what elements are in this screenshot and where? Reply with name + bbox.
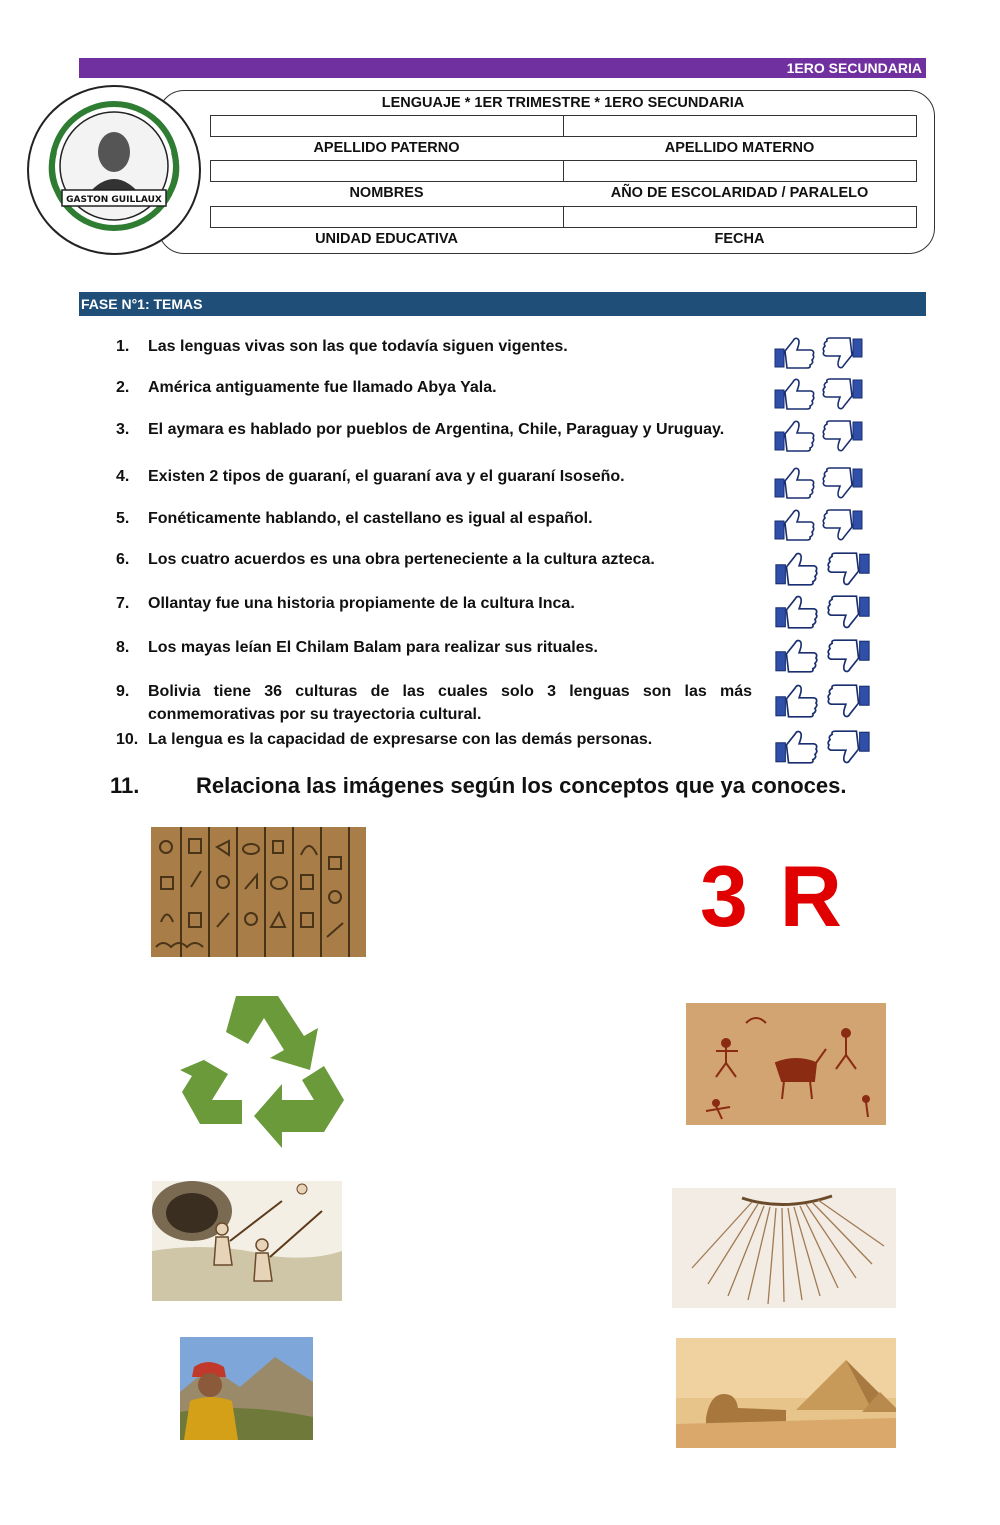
thumbs-down-icon[interactable]: [823, 637, 873, 675]
apellido-paterno-label: APELLIDO PATERNO: [313, 140, 460, 156]
thumbs-group: [773, 465, 865, 501]
question-number: 9.: [116, 683, 130, 700]
question-number: 5.: [116, 510, 130, 527]
thumbs-group: [773, 418, 865, 454]
recycle-icon[interactable]: [178, 992, 344, 1152]
nombres-label: NOMBRES: [349, 185, 424, 201]
question-7: [116, 592, 752, 615]
question-6: [116, 548, 752, 571]
question-text: Las lenguas vivas son las que todavía siguen vigentes.: [148, 338, 568, 355]
thumbs-down-icon[interactable]: [823, 550, 873, 588]
question-number: 1.: [116, 338, 130, 355]
grade-label: 1ERO SECUNDARIA: [786, 60, 922, 76]
question-9: [116, 680, 752, 726]
question-text: Bolivia tiene 36 culturas de las cuales solo 3 lenguas son las más conmemorativas por su trayectoria cultural.: [148, 683, 752, 723]
question-text: Los cuatro acuerdos es una obra perteneciente a la cultura azteca.: [148, 551, 655, 568]
question-text: Ollantay fue una historia propiamente de la cultura Inca.: [148, 595, 575, 612]
seal-text: GASTON GUILLAUX: [66, 195, 162, 205]
thumbs-group: [773, 335, 865, 371]
thumbs-down-icon[interactable]: [823, 682, 873, 720]
thumbs-group: [773, 728, 873, 766]
thumbs-down-icon[interactable]: [823, 728, 873, 766]
question-number: 4.: [116, 468, 130, 485]
question-2: [116, 376, 752, 399]
thumbs-group: [773, 593, 873, 631]
thumbs-up-icon[interactable]: [773, 593, 821, 631]
apellido-materno-label: APELLIDO MATERNO: [664, 140, 815, 156]
fecha-field[interactable]: [563, 206, 917, 228]
thumbs-up-icon[interactable]: [773, 550, 821, 588]
thumbs-up-icon[interactable]: [773, 335, 817, 371]
question-number: 7.: [116, 595, 130, 612]
question-number: 6.: [116, 551, 130, 568]
instruction-text: Relaciona las imágenes según los conceptos que ya conoces.: [196, 773, 847, 798]
thumbs-up-icon[interactable]: [773, 465, 817, 501]
quipu-image[interactable]: [672, 1188, 896, 1308]
question-1: [116, 335, 752, 358]
cave-painting-image[interactable]: [686, 1003, 886, 1125]
thumbs-group: [773, 637, 873, 675]
question-text: América antiguamente fue llamado Abya Yala.: [148, 379, 497, 396]
question-text: Los mayas leían El Chilam Balam para realizar sus rituales.: [148, 639, 598, 656]
question-4: [116, 465, 752, 488]
apellido-materno-field[interactable]: [563, 115, 917, 137]
matching-instruction: [110, 773, 846, 799]
question-text: La lengua es la capacidad de expresarse con las demás personas.: [148, 731, 653, 748]
school-seal-logo: [26, 82, 202, 258]
nombres-field[interactable]: [210, 160, 564, 182]
question-text: Existen 2 tipos de guaraní, el guaraní ava y el guaraní Isoseño.: [148, 468, 625, 485]
thumbs-up-icon[interactable]: [773, 418, 817, 454]
fecha-label: FECHA: [714, 231, 765, 247]
section-bar: [79, 292, 926, 316]
thumbs-up-icon[interactable]: [773, 376, 817, 412]
anio-field[interactable]: [563, 160, 917, 182]
early-humans-image[interactable]: [152, 1181, 342, 1301]
thumbs-down-icon[interactable]: [819, 335, 865, 371]
thumbs-down-icon[interactable]: [819, 376, 865, 412]
thumbs-down-icon[interactable]: [819, 465, 865, 501]
anio-label: AÑO DE ESCOLARIDAD / PARALELO: [610, 185, 869, 201]
header-title: LENGUAJE * 1ER TRIMESTRE * 1ERO SECUNDARIA: [381, 95, 745, 111]
unidad-field[interactable]: [210, 206, 564, 228]
question-8: [116, 636, 752, 659]
hieroglyphs-image[interactable]: [151, 827, 366, 957]
question-10: [116, 728, 752, 751]
question-text: El aymara es hablado por pueblos de Argentina, Chile, Paraguay y Uruguay.: [148, 421, 725, 438]
thumbs-up-icon[interactable]: [773, 682, 821, 720]
question-number: 8.: [116, 639, 130, 656]
question-5: [116, 507, 752, 530]
thumbs-group: [773, 550, 873, 588]
question-number: 3.: [116, 421, 130, 438]
question-3: [116, 418, 752, 441]
thumbs-down-icon[interactable]: [819, 507, 865, 543]
thumbs-group: [773, 376, 865, 412]
thumbs-down-icon[interactable]: [823, 593, 873, 631]
section-title: FASE N°1: TEMAS: [81, 296, 203, 312]
three-r-label[interactable]: 3 R: [700, 849, 846, 945]
question-text: Fonéticamente hablando, el castellano es igual al español.: [148, 510, 593, 527]
thumbs-up-icon[interactable]: [773, 507, 817, 543]
pyramids-sphinx-image[interactable]: [676, 1338, 896, 1448]
question-number: 2.: [116, 379, 130, 396]
question-number: 10.: [116, 731, 139, 748]
grade-band: [79, 58, 926, 78]
andean-man-image[interactable]: [180, 1337, 313, 1440]
thumbs-down-icon[interactable]: [819, 418, 865, 454]
thumbs-up-icon[interactable]: [773, 728, 821, 766]
thumbs-group: [773, 507, 865, 543]
apellido-paterno-field[interactable]: [210, 115, 564, 137]
thumbs-up-icon[interactable]: [773, 637, 821, 675]
thumbs-group: [773, 682, 873, 720]
question-number: 11.: [110, 773, 140, 798]
unidad-label: UNIDAD EDUCATIVA: [315, 231, 458, 247]
